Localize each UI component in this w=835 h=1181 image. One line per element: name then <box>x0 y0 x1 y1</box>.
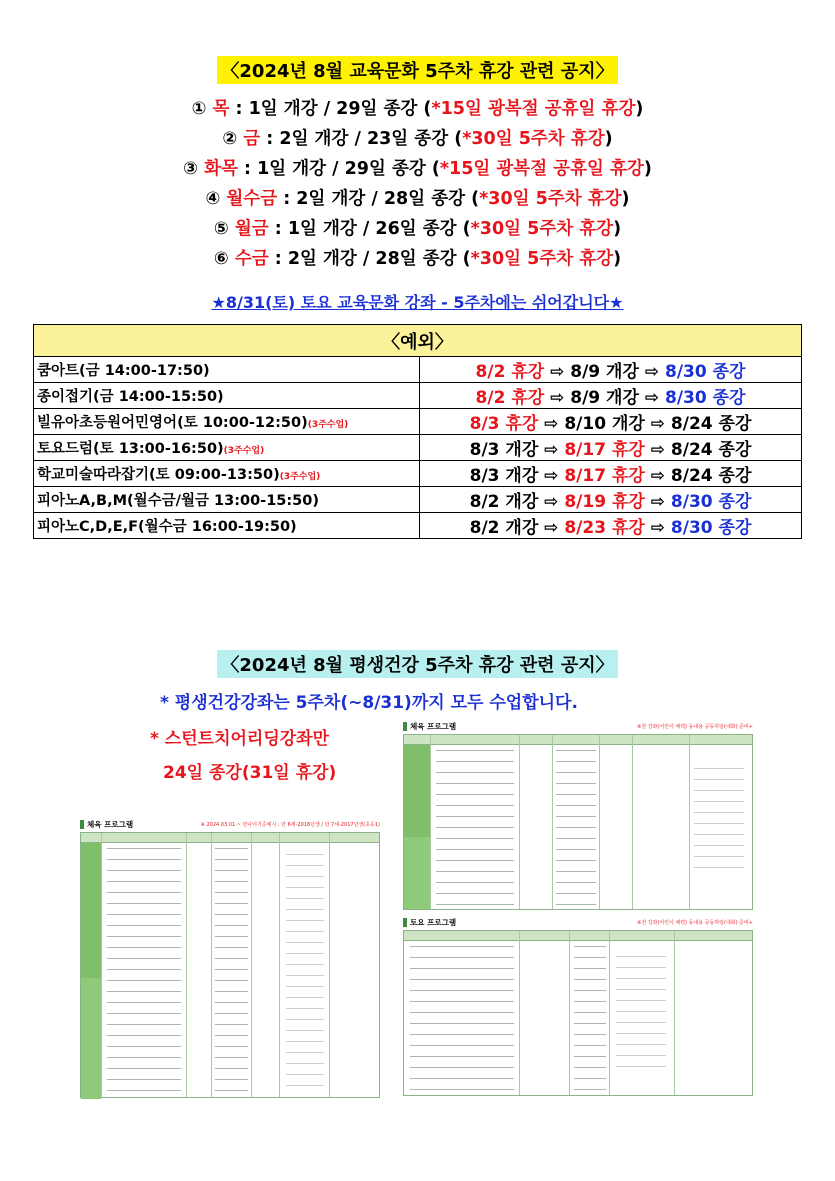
notice1-title: 〈2024년 8월 교육문화 5주차 휴강 관련 공지〉 <box>0 56 835 84</box>
date-second: 8/19 휴강 <box>564 492 645 512</box>
date-first: 8/2 휴강 <box>475 362 545 382</box>
course-note: (3주수업) <box>307 420 349 430</box>
exception-course <box>34 487 420 513</box>
exception-dates <box>420 435 802 461</box>
notice2-title: 〈2024년 8월 평생건강 5주차 휴강 관련 공지〉 <box>0 650 835 678</box>
date-second: 8/17 휴강 <box>564 466 645 486</box>
arrow-right-icon: ⇨ <box>650 440 665 460</box>
exception-course <box>34 435 420 461</box>
date-third: 8/24 종강 <box>670 440 752 460</box>
program-table <box>80 832 380 1098</box>
exceptions-table <box>33 324 802 539</box>
course-name: 피아노C,D,E,F(월수금 16:00-19:50) <box>37 519 297 535</box>
date-second: 8/17 휴강 <box>564 440 645 460</box>
program-image-right-bottom-header <box>403 916 753 928</box>
section-marker-icon <box>80 820 84 829</box>
program-table-header <box>404 931 752 941</box>
date-third: 8/24 종강 <box>670 414 752 434</box>
health-notice-line3: 24일 종강(31일 휴강) <box>163 763 337 783</box>
arrow-right-icon: ⇨ <box>544 466 559 486</box>
schedule-line: ③ 화목 : 1일 개강 / 29일 종강 (*15일 광복절 공휴일 휴강) <box>183 159 652 179</box>
program-image-left <box>80 818 380 1098</box>
arrow-right-icon: ⇨ <box>644 388 660 408</box>
exception-dates <box>420 513 802 539</box>
arrow-right-icon: ⇨ <box>544 518 559 538</box>
health-notice-line2: * 스턴트치어리딩강좌만 <box>150 729 330 749</box>
program-subtitle: ※ 2024.03.01.~ 만나이기준예시 : 만 6세-2018년생 / 만 7세-2017년생(초등1) <box>200 821 380 828</box>
exception-row <box>34 487 802 513</box>
schedule-line: ⑥ 수금 : 2일 개강 / 28일 종강 (*30일 5주차 휴강) <box>213 249 622 269</box>
exception-row <box>34 513 802 539</box>
date-third: 8/30 종강 <box>670 518 752 538</box>
program-image-left-header <box>80 818 380 830</box>
exception-row <box>34 409 802 435</box>
program-table-header <box>404 735 752 745</box>
program-group-cell <box>404 837 430 909</box>
date-first: 8/3 개강 <box>469 440 539 460</box>
arrow-right-icon: ⇨ <box>650 414 665 434</box>
exception-dates <box>420 487 802 513</box>
course-name: 학교미술따라잡기(토 09:00-13:50) <box>37 467 280 483</box>
program-group-cell <box>404 745 430 837</box>
arrow-right-icon: ⇨ <box>544 440 559 460</box>
section-marker-icon <box>403 722 407 731</box>
date-second: 8/10 개강 <box>564 414 645 434</box>
schedule-list <box>0 94 835 274</box>
program-subtitle: ※전 강좌(어린이 체력) 동내용 공동하임(내화) 준비+ <box>637 919 753 926</box>
arrow-right-icon: ⇨ <box>644 362 660 382</box>
program-image-right-top-header <box>403 720 753 732</box>
course-name: 빌유아초등원어민영어(토 10:00-12:50) <box>37 415 308 431</box>
course-name: 피아노A,B,M(월수금/월금 13:00-15:50) <box>37 493 319 509</box>
schedule-line: ⑤ 월금 : 1일 개강 / 26일 종강 (*30일 5주차 휴강) <box>213 219 622 239</box>
course-name: 종이접기(금 14:00-15:50) <box>37 389 224 405</box>
exception-dates <box>420 461 802 487</box>
exception-dates <box>420 357 802 383</box>
program-table <box>403 734 753 910</box>
program-image-right-top <box>403 720 753 910</box>
exception-row <box>34 435 802 461</box>
program-table <box>403 930 753 1096</box>
program-title: 체육 프로그램 <box>410 721 457 731</box>
exception-row <box>34 383 802 409</box>
date-first: 8/2 개강 <box>469 518 539 538</box>
arrow-right-icon: ⇨ <box>650 466 665 486</box>
course-name: 토요드럼(토 13:00-16:50) <box>37 441 224 457</box>
exception-dates <box>420 409 802 435</box>
schedule-line: ② 금 : 2일 개강 / 23일 종강 (*30일 5주차 휴강) <box>222 129 613 149</box>
schedule-line: ④ 월수금 : 2일 개강 / 28일 종강 (*30일 5주차 휴강) <box>205 189 630 209</box>
arrow-right-icon: ⇨ <box>544 414 559 434</box>
course-name: 쿰아트(금 14:00-17:50) <box>37 363 210 379</box>
date-first: 8/2 개강 <box>469 492 539 512</box>
exceptions-body <box>34 357 802 539</box>
saturday-notice: ★8/31(토) 토요 교육문화 강좌 - 5주차에는 쉬어갑니다★ <box>211 293 624 312</box>
schedule-line: ① 목 : 1일 개강 / 29일 종강 (*15일 광복절 공휴일 휴강) <box>191 99 644 119</box>
date-third: 8/30 종강 <box>665 388 746 408</box>
program-image-right-bottom <box>403 916 753 1096</box>
program-title: 체육 프로그램 <box>87 819 134 829</box>
section-marker-icon <box>403 918 407 927</box>
exception-course <box>34 383 420 409</box>
date-first: 8/2 휴강 <box>475 388 545 408</box>
exception-course <box>34 409 420 435</box>
exceptions-header: 〈예외〉 <box>34 325 802 357</box>
arrow-right-icon: ⇨ <box>650 518 665 538</box>
date-second: 8/9 개강 <box>570 362 639 382</box>
exception-course <box>34 513 420 539</box>
exception-dates <box>420 383 802 409</box>
course-note: (3주수업) <box>279 472 321 482</box>
health-notice-line1: * 평생건강강좌는 5주차(~8/31)까지 모두 수업합니다. <box>160 693 578 713</box>
course-note: (3주수업) <box>223 446 265 456</box>
date-third: 8/30 종강 <box>670 492 752 512</box>
date-first: 8/3 휴강 <box>469 414 539 434</box>
arrow-right-icon: ⇨ <box>544 492 559 512</box>
exception-row <box>34 357 802 383</box>
date-third: 8/24 종강 <box>670 466 752 486</box>
exception-course <box>34 357 420 383</box>
date-first: 8/3 개강 <box>469 466 539 486</box>
arrow-right-icon: ⇨ <box>550 388 565 408</box>
exception-course <box>34 461 420 487</box>
program-group-cell <box>81 843 101 978</box>
exception-row <box>34 461 802 487</box>
program-subtitle: ※전 강좌(어린이 체력) 동내용 공동하임(내화) 준비+ <box>637 723 753 730</box>
program-title: 토요 프로그램 <box>410 917 457 927</box>
program-table-header <box>81 833 379 843</box>
date-second: 8/23 휴강 <box>564 518 645 538</box>
program-group-cell <box>81 978 101 1099</box>
date-third: 8/30 종강 <box>665 362 746 382</box>
date-second: 8/9 개강 <box>570 388 639 408</box>
arrow-right-icon: ⇨ <box>650 492 665 512</box>
arrow-right-icon: ⇨ <box>550 362 565 382</box>
